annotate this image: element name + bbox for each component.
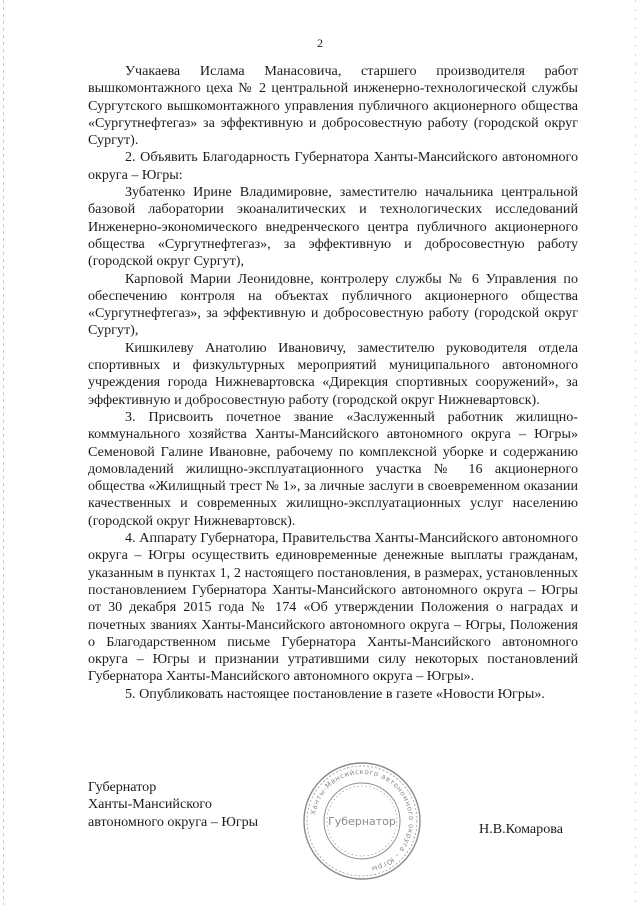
- seal-center-text: Губернатор: [328, 815, 396, 828]
- paragraph-item-2-gratitude: 2. Объявить Благодарность Губернатора Ханты-Мансийского автономного округа – Югры:: [88, 149, 578, 183]
- paragraph-award-uchakaev: Учакаева Ислама Манасовича, старшего производителя работ вышкомонтажного цеха № 2 центральной инженерно-технологической службы Сургутского вышкомонтажного управления публичного акционерного общества «Сургутнефтегаз» за эффективную и добросовестную работу (городской округ Сургут).: [88, 63, 578, 149]
- official-seal-stamp: [298, 757, 426, 885]
- signatory-title: [88, 779, 258, 831]
- paragraph-award-karpova: Карповой Марии Леонидовне, контролеру службы № 6 Управления по обеспечению контроля на объектах публичного акционерного общества «Сургутнефтегаз», за эффективную и добросовестную работу (городской округ Сургут),: [88, 270, 578, 339]
- seal-ring-text: Ханты-Мансийского автономного округа – Югры: [309, 767, 416, 874]
- paragraph-item-4-payments: 4. Аппарату Губернатора, Правительства Ханты-Мансийского автономного округа – Югры осуществить единовременные денежные выплаты гражданам, указанным в пунктах 1, 2 настоящего постановления, в размерах, установленных постановлением Губернатора Ханты-Мансийского автономного округа – Югры от 30 декабря 2015 года № 174 «Об утверждении Положения о наградах и почетных званиях Ханты-Мансийского автономного округа – Югры, Положения о Благодарственном письме Губернатора Ханты-Мансийского автономного округа – Югры и признании утратившими силу некоторых постановлений Губернатора Ханты-Мансийского автономного округа – Югры».: [88, 530, 578, 685]
- scan-edge-left: [3, 0, 4, 905]
- signatory-title-line: автономного округа – Югры: [88, 813, 259, 830]
- signatory-title-line: Губернатор: [88, 779, 157, 795]
- signature-block: [88, 767, 578, 874]
- paragraph-award-zubatenko: Зубатенко Ирине Владимировне, заместителю начальника центральной базовой лаборатории экоаналитических и технологических исследований Инженерно-экономического внедренческого центра публичного акционерного общества «Сургутнефтегаз», за эффективную и добросовестную работу (городской округ Сургут),: [88, 184, 578, 270]
- scan-edge-right: [635, 0, 636, 905]
- paragraph-item-5-publication: 5. Опубликовать настоящее постановление в газете «Новости Югры».: [125, 685, 545, 702]
- document-body: [88, 63, 578, 703]
- page-number: 2: [317, 36, 323, 50]
- paragraph-award-kishkilev: Кишкилеву Анатолию Ивановичу, заместителю руководителя отдела спортивных и физкультурных мероприятий муниципального автономного учреждения города Нижневартовска «Дирекция спортивных сооружений», за эффективную и добросовестную работу (городской округ Нижневартовск).: [88, 339, 578, 408]
- signatory-title-line: Ханты-Мансийского: [88, 796, 212, 813]
- signatory-name: Н.В.Комарова: [479, 821, 563, 837]
- paragraph-item-3-honorary-title: 3. Присвоить почетное звание «Заслуженный работник жилищно-коммунального хозяйства Ханты-Мансийского автономного округа – Югры» Семеновой Галине Ивановне, рабочему по комплексной уборке и содержанию домовладений жилищно-эксплуатационного участка № 16 акционерного общества «Жилищный трест № 1», за личные заслуги в своевременном оказании качественных и современных жилищно-эксплуатационных услуг населению (городской округ Нижневартовск).: [88, 408, 578, 529]
